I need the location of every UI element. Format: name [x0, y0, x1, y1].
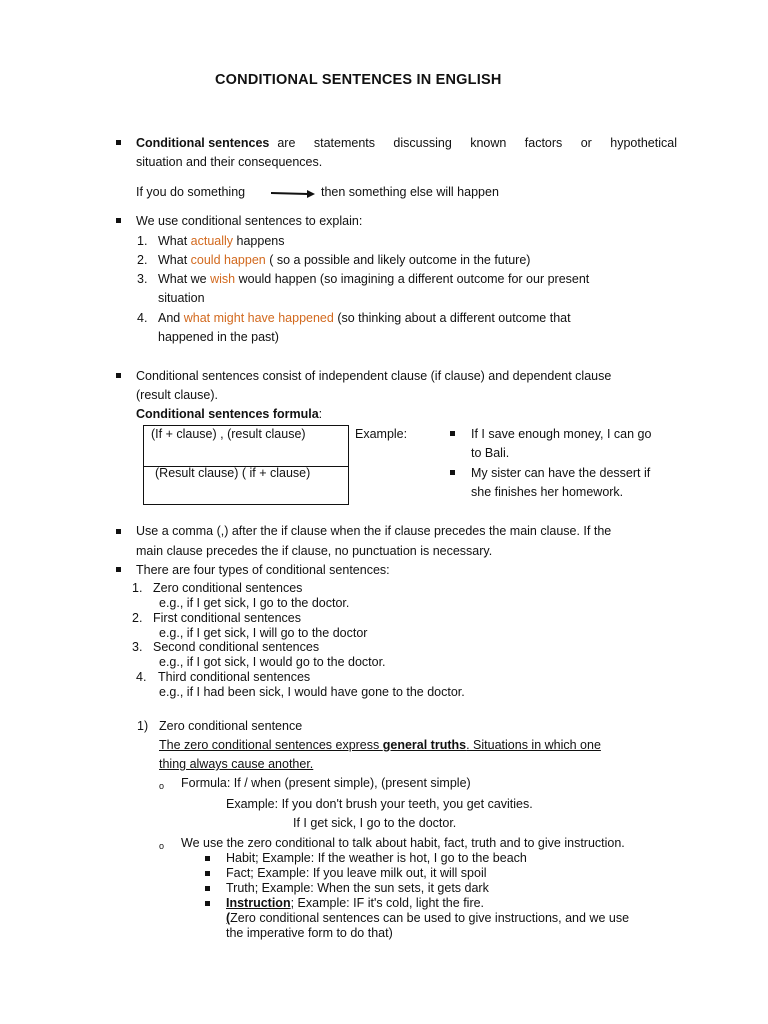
- zero-heading: Zero conditional sentence: [159, 719, 303, 733]
- formula-row-2: (Result clause) ( if + clause): [155, 466, 311, 480]
- types-lead: There are four types of conditional sentences:: [136, 563, 390, 577]
- zero-use-lead: We use the zero conditional to talk about habit, fact, truth and to give instruction.: [181, 836, 625, 850]
- bullet-square: [116, 529, 121, 534]
- if-right-text: then something else will happen: [321, 185, 499, 199]
- type-num-1: 1.: [132, 581, 143, 595]
- highlight-text: what might have happened: [183, 311, 334, 325]
- intro-line1: [136, 136, 677, 151]
- comma-line1: Use a comma (,) after the if clause when the if clause precedes the main clause. If the: [136, 524, 612, 538]
- bullet-square: [205, 871, 210, 876]
- page-title: CONDITIONAL SENTENCES IN ENGLISH: [215, 72, 502, 88]
- bullet-circle: o: [159, 841, 165, 851]
- bullet-square: [450, 431, 455, 436]
- explain-item-4: And what might have happened (so thinking about a different outcome that: [158, 311, 571, 325]
- type-name-2: First conditional sentences: [153, 611, 301, 625]
- zero-use-fact: Fact; Example: If you leave milk out, it will spoil: [226, 866, 487, 880]
- explain-item-1: What actually happens: [158, 234, 285, 248]
- explain-num-4: 4.: [137, 311, 148, 325]
- zero-note-line1: (Zero conditional sentences can be used to give instructions, and we use: [226, 911, 630, 925]
- highlight-text: wish: [210, 272, 236, 286]
- bullet-square: [205, 886, 210, 891]
- clauses-line1: Conditional sentences consist of independent clause (if clause) and dependent clause: [136, 369, 612, 383]
- explain-item-4-cont: happened in the past): [158, 330, 279, 344]
- example-2-line2: she finishes her homework.: [471, 485, 624, 499]
- type-num-4: 4.: [136, 670, 147, 684]
- type-name-3: Second conditional sentences: [153, 640, 320, 654]
- explain-item-2: What could happen ( so a possible and likely outcome in the future): [158, 253, 531, 267]
- explain-lead: We use conditional sentences to explain:: [136, 214, 363, 228]
- formula-row-1: (If + clause) , (result clause): [151, 427, 306, 441]
- intro-rest: are statements discussing known factors or hypothetical: [277, 136, 677, 150]
- example-label: Example:: [355, 427, 408, 441]
- if-left-text: If you do something: [136, 185, 246, 199]
- type-num-3: 3.: [132, 640, 143, 654]
- type-eg-2: e.g., if I get sick, I will go to the doctor: [159, 626, 368, 640]
- bullet-square: [116, 373, 121, 378]
- bullet-square: [205, 856, 210, 861]
- example-1-line2: to Bali.: [471, 446, 510, 460]
- type-eg-1: e.g., if I get sick, I go to the doctor.: [159, 596, 350, 610]
- zero-formula: Formula: If / when (present simple), (present simple): [181, 776, 471, 790]
- zero-note-line2: the imperative form to do that): [226, 926, 393, 940]
- zero-use-truth: Truth; Example: When the sun sets, it gets dark: [226, 881, 489, 895]
- explain-item-3: What we wish would happen (so imagining a different outcome for our present: [158, 272, 590, 286]
- type-name-1: Zero conditional sentences: [153, 581, 303, 595]
- bullet-square: [116, 218, 121, 223]
- intro-bold-term: Conditional sentences: [136, 136, 270, 150]
- type-num-2: 2.: [132, 611, 143, 625]
- zero-use-habit: Habit; Example: If the weather is hot, I go to the beach: [226, 851, 527, 865]
- comma-line2: main clause precedes the if clause, no punctuation is necessary.: [136, 544, 493, 558]
- zero-definition-line2: thing always cause another.: [159, 757, 314, 771]
- type-name-4: Third conditional sentences: [158, 670, 311, 684]
- clauses-line2: (result clause).: [136, 388, 218, 402]
- explain-num-1: 1.: [137, 234, 148, 248]
- bullet-circle: o: [159, 781, 165, 791]
- bullet-square: [450, 470, 455, 475]
- explain-num-2: 2.: [137, 253, 148, 267]
- highlight-text: could happen: [190, 253, 266, 267]
- highlight-text: actually: [190, 234, 234, 248]
- bullet-square: [116, 567, 121, 572]
- zero-definition-line1: The zero conditional sentences express general truths. Situations in which one: [159, 738, 601, 752]
- example-1-line1: If I save enough money, I can go: [471, 427, 652, 441]
- explain-item-3-cont: situation: [158, 291, 205, 305]
- zero-example-2: If I get sick, I go to the doctor.: [293, 816, 457, 830]
- type-eg-3: e.g., if I got sick, I would go to the doctor.: [159, 655, 386, 669]
- zero-use-instruction: Instruction; Example: IF it's cold, light the fire.: [226, 896, 485, 910]
- zero-heading-num: 1): [137, 719, 149, 733]
- zero-example-1: Example: If you don't brush your teeth, you get cavities.: [226, 797, 533, 811]
- bullet-square: [116, 140, 121, 145]
- example-2-line1: My sister can have the dessert if: [471, 466, 651, 480]
- formula-label: Conditional sentences formula:: [136, 407, 323, 421]
- explain-num-3: 3.: [137, 272, 148, 286]
- type-eg-4: e.g., if I had been sick, I would have gone to the doctor.: [159, 685, 465, 699]
- bullet-square: [205, 901, 210, 906]
- intro-line2: situation and their consequences.: [136, 155, 323, 169]
- arrow-right-icon: [270, 188, 316, 200]
